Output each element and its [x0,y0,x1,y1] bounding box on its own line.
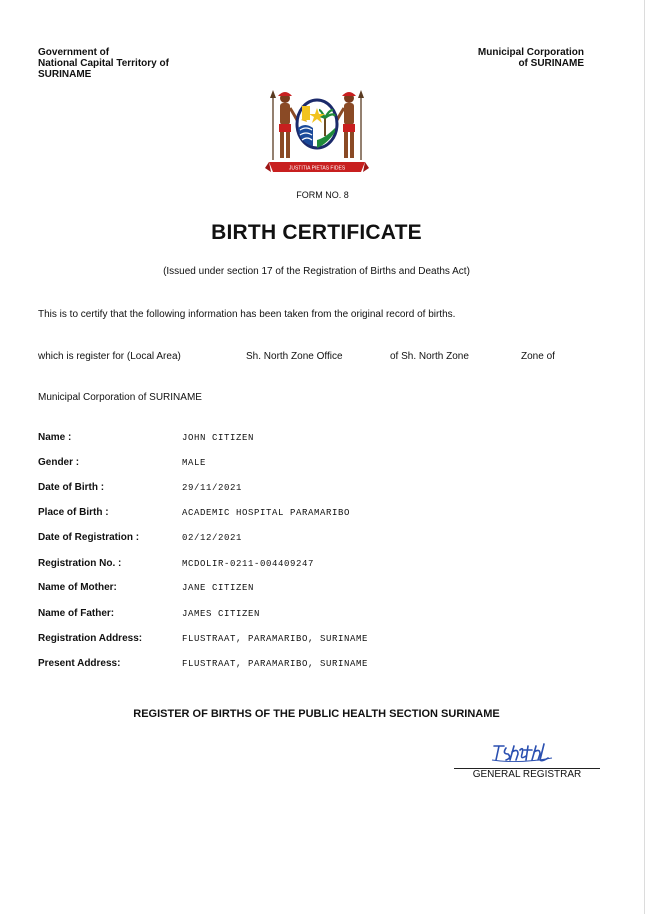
issuer-municipal [440,47,584,69]
suriname-coat-of-arms-icon [265,88,369,178]
issuer-line-3: SURINAME [38,69,92,80]
field-label: Gender : [38,457,80,468]
field-value: MALE [182,458,207,468]
motto-ribbon [265,162,369,172]
field-value: FLUSTRAAT, PARAMARIBO, SURINAME [182,634,369,644]
right-supporter [336,90,364,160]
motto-text: JUSTITIA PIETAS FIDES [288,165,346,172]
issuer-line-2: National Capital Territory of [38,58,169,69]
field-label: Name of Father: [38,608,115,619]
signature-image [488,740,568,764]
field-value: 02/12/2021 [182,533,243,543]
field-value: MCDOLIR-0211-004409247 [182,559,315,569]
municipal-line-1: Municipal Corporation [477,47,584,58]
field-label: Name : [38,432,72,443]
left-supporter [270,90,298,160]
register-footer-title: REGISTER OF BIRTHS OF THE PUBLIC HEALTH SECTION SURINAME [133,708,500,720]
register-line-zone: of Sh. North Zone [390,351,469,362]
field-label: Name of Mother: [38,582,117,593]
field-label: Date of Birth : [38,482,105,493]
field-value: ACADEMIC HOSPITAL PARAMARIBO [182,508,351,518]
field-label: Place of Birth : [38,507,109,518]
field-value: JOHN CITIZEN [182,433,255,443]
certify-statement: This is to certify that the following information has been taken from the original record of births. [38,309,456,320]
field-label: Registration No. : [38,558,122,569]
municipality-line: Municipal Corporation of SURINAME [38,392,202,403]
register-line-zone-of: Zone of [521,351,555,362]
field-value: FLUSTRAAT, PARAMARIBO, SURINAME [182,659,369,669]
field-label: Date of Registration : [38,532,140,543]
document-subtitle: (Issued under section 17 of the Registration of Births and Deaths Act) [163,266,470,277]
field-label: Registration Address: [38,633,143,644]
field-value: JANE CITIZEN [182,583,255,593]
municipal-line-2: of SURINAME [518,58,584,69]
register-line-prefix: which is register for (Local Area) [38,351,181,362]
issuer-government [38,47,169,80]
form-number: FORM NO. 8 [296,190,349,200]
document-title: BIRTH CERTIFICATE [211,221,422,244]
shield [297,100,337,148]
field-label: Present Address: [38,658,121,669]
register-line-office: Sh. North Zone Office [246,351,343,362]
issuer-line-1: Government of [38,47,110,58]
field-value: JAMES CITIZEN [182,609,261,619]
field-value: 29/11/2021 [182,483,243,493]
registrar-label: GENERAL REGISTRAR [472,769,582,780]
